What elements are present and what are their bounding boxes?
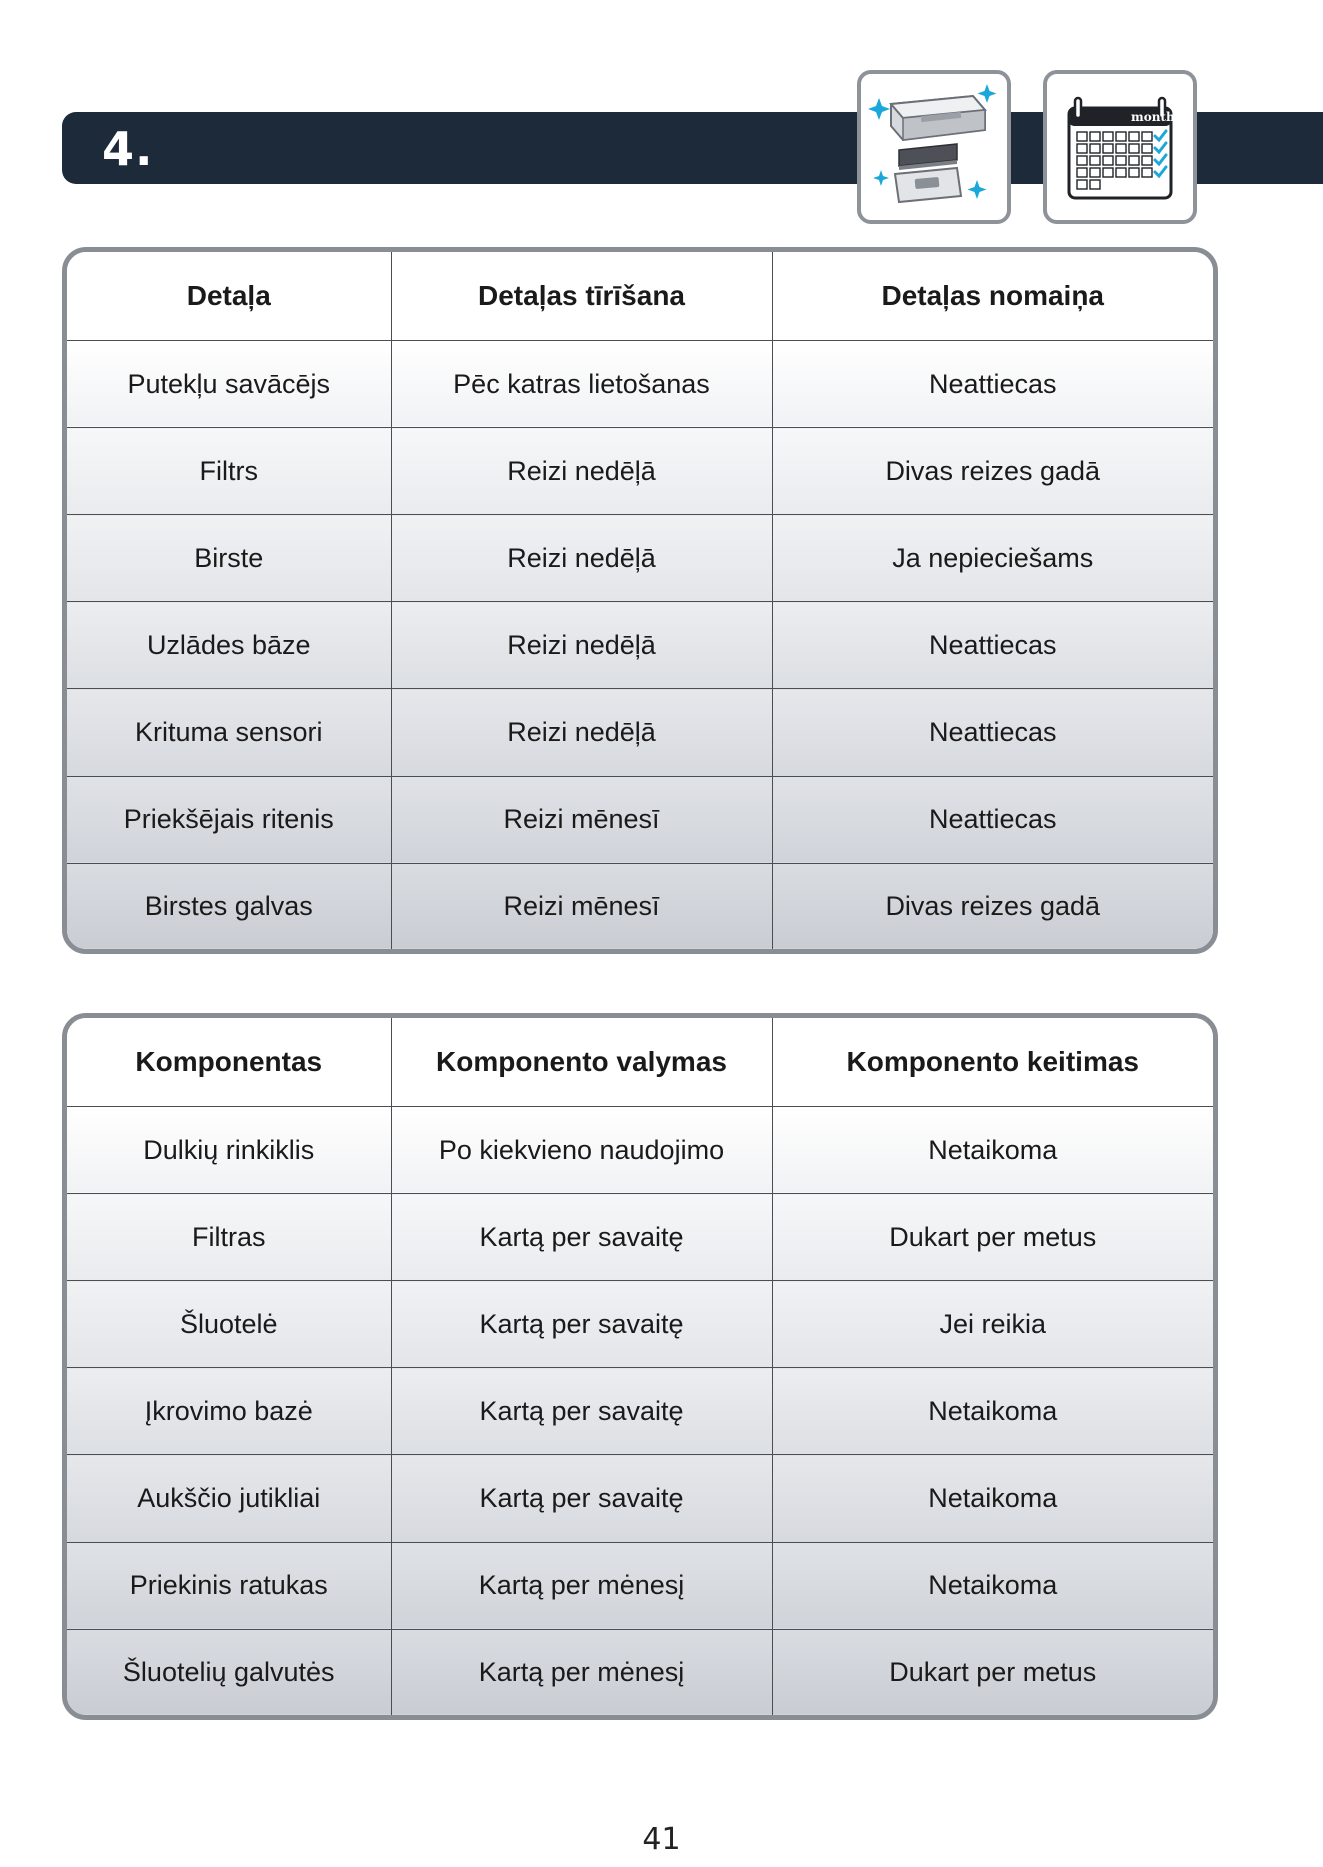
- table-row: [67, 428, 1213, 515]
- step-number: 4.: [102, 122, 154, 176]
- table-cell: Dulkių rinkiklis: [67, 1106, 391, 1193]
- maintenance-table-lv: [62, 247, 1218, 954]
- table-cell: Kartą per savaitę: [391, 1194, 772, 1281]
- table-cell: Aukščio jutikliai: [67, 1455, 391, 1542]
- table-row: [67, 1106, 1213, 1193]
- table-cell: Uzlādes bāze: [67, 602, 391, 689]
- table-row: [67, 1368, 1213, 1455]
- table-row: [67, 1542, 1213, 1629]
- table-cell: Netaikoma: [772, 1542, 1213, 1629]
- table-cell: Priekinis ratukas: [67, 1542, 391, 1629]
- table-cell: Dukart per metus: [772, 1629, 1213, 1715]
- table-cell: Kartą per savaitę: [391, 1455, 772, 1542]
- calendar-month-label: month: [1131, 110, 1175, 124]
- table-cell: Ja nepieciešams: [772, 515, 1213, 602]
- table-cell: Priekšējais ritenis: [67, 776, 391, 863]
- table-row: [67, 689, 1213, 776]
- table-cell: Neattiecas: [772, 689, 1213, 776]
- table-row: [67, 1281, 1213, 1368]
- table-cell: Reizi nedēļā: [391, 428, 772, 515]
- monthly-calendar-icon: [1043, 70, 1197, 224]
- table-row: [67, 602, 1213, 689]
- table-cell: Netaikoma: [772, 1455, 1213, 1542]
- table-cell: Filtras: [67, 1194, 391, 1281]
- table-header-row: [67, 252, 1213, 340]
- table-cell: Birstes galvas: [67, 863, 391, 949]
- table-row: [67, 1629, 1213, 1715]
- table-cell: Netaikoma: [772, 1368, 1213, 1455]
- table-cell: Netaikoma: [772, 1106, 1213, 1193]
- table-cell: Reizi nedēļā: [391, 689, 772, 776]
- table-cell: Pēc katras lietošanas: [391, 340, 772, 427]
- table-cell: Reizi nedēļā: [391, 602, 772, 689]
- header-cell: Komponento valymas: [391, 1018, 772, 1106]
- header-cell: Detaļas tīrīšana: [391, 252, 772, 340]
- table-row: [67, 776, 1213, 863]
- table-cell: Neattiecas: [772, 602, 1213, 689]
- table-cell: Kartą per mėnesį: [391, 1542, 772, 1629]
- table-cell: Kartą per savaitę: [391, 1368, 772, 1455]
- clean-container-sparkle-icon: [857, 70, 1011, 224]
- header-cell: Komponentas: [67, 1018, 391, 1106]
- table-cell: Dukart per metus: [772, 1194, 1213, 1281]
- table-row: [67, 1455, 1213, 1542]
- table-cell: Reizi mēnesī: [391, 863, 772, 949]
- table-cell: Šluotelių galvutės: [67, 1629, 391, 1715]
- table-cell: Kartą per mėnesį: [391, 1629, 772, 1715]
- table-row: [67, 1194, 1213, 1281]
- table-cell: Įkrovimo bazė: [67, 1368, 391, 1455]
- header-cell: Detaļa: [67, 252, 391, 340]
- table-cell: Jei reikia: [772, 1281, 1213, 1368]
- table-row: [67, 515, 1213, 602]
- table-cell: Divas reizes gadā: [772, 863, 1213, 949]
- header-cell: Detaļas nomaiņa: [772, 252, 1213, 340]
- table-cell: Reizi mēnesī: [391, 776, 772, 863]
- table-header-row: [67, 1018, 1213, 1106]
- table-row: [67, 863, 1213, 949]
- table-cell: Filtrs: [67, 428, 391, 515]
- table-row: [67, 340, 1213, 427]
- header-cell: Komponento keitimas: [772, 1018, 1213, 1106]
- table-cell: Birste: [67, 515, 391, 602]
- page-number: 41: [642, 1822, 681, 1857]
- table-cell: Kartą per savaitę: [391, 1281, 772, 1368]
- table-cell: Reizi nedēļā: [391, 515, 772, 602]
- table-cell: Neattiecas: [772, 776, 1213, 863]
- table-cell: Neattiecas: [772, 340, 1213, 427]
- maintenance-table-lt: [62, 1013, 1218, 1720]
- table-cell: Putekļu savācējs: [67, 340, 391, 427]
- table-cell: Šluotelė: [67, 1281, 391, 1368]
- table-cell: Divas reizes gadā: [772, 428, 1213, 515]
- table-cell: Krituma sensori: [67, 689, 391, 776]
- table-cell: Po kiekvieno naudojimo: [391, 1106, 772, 1193]
